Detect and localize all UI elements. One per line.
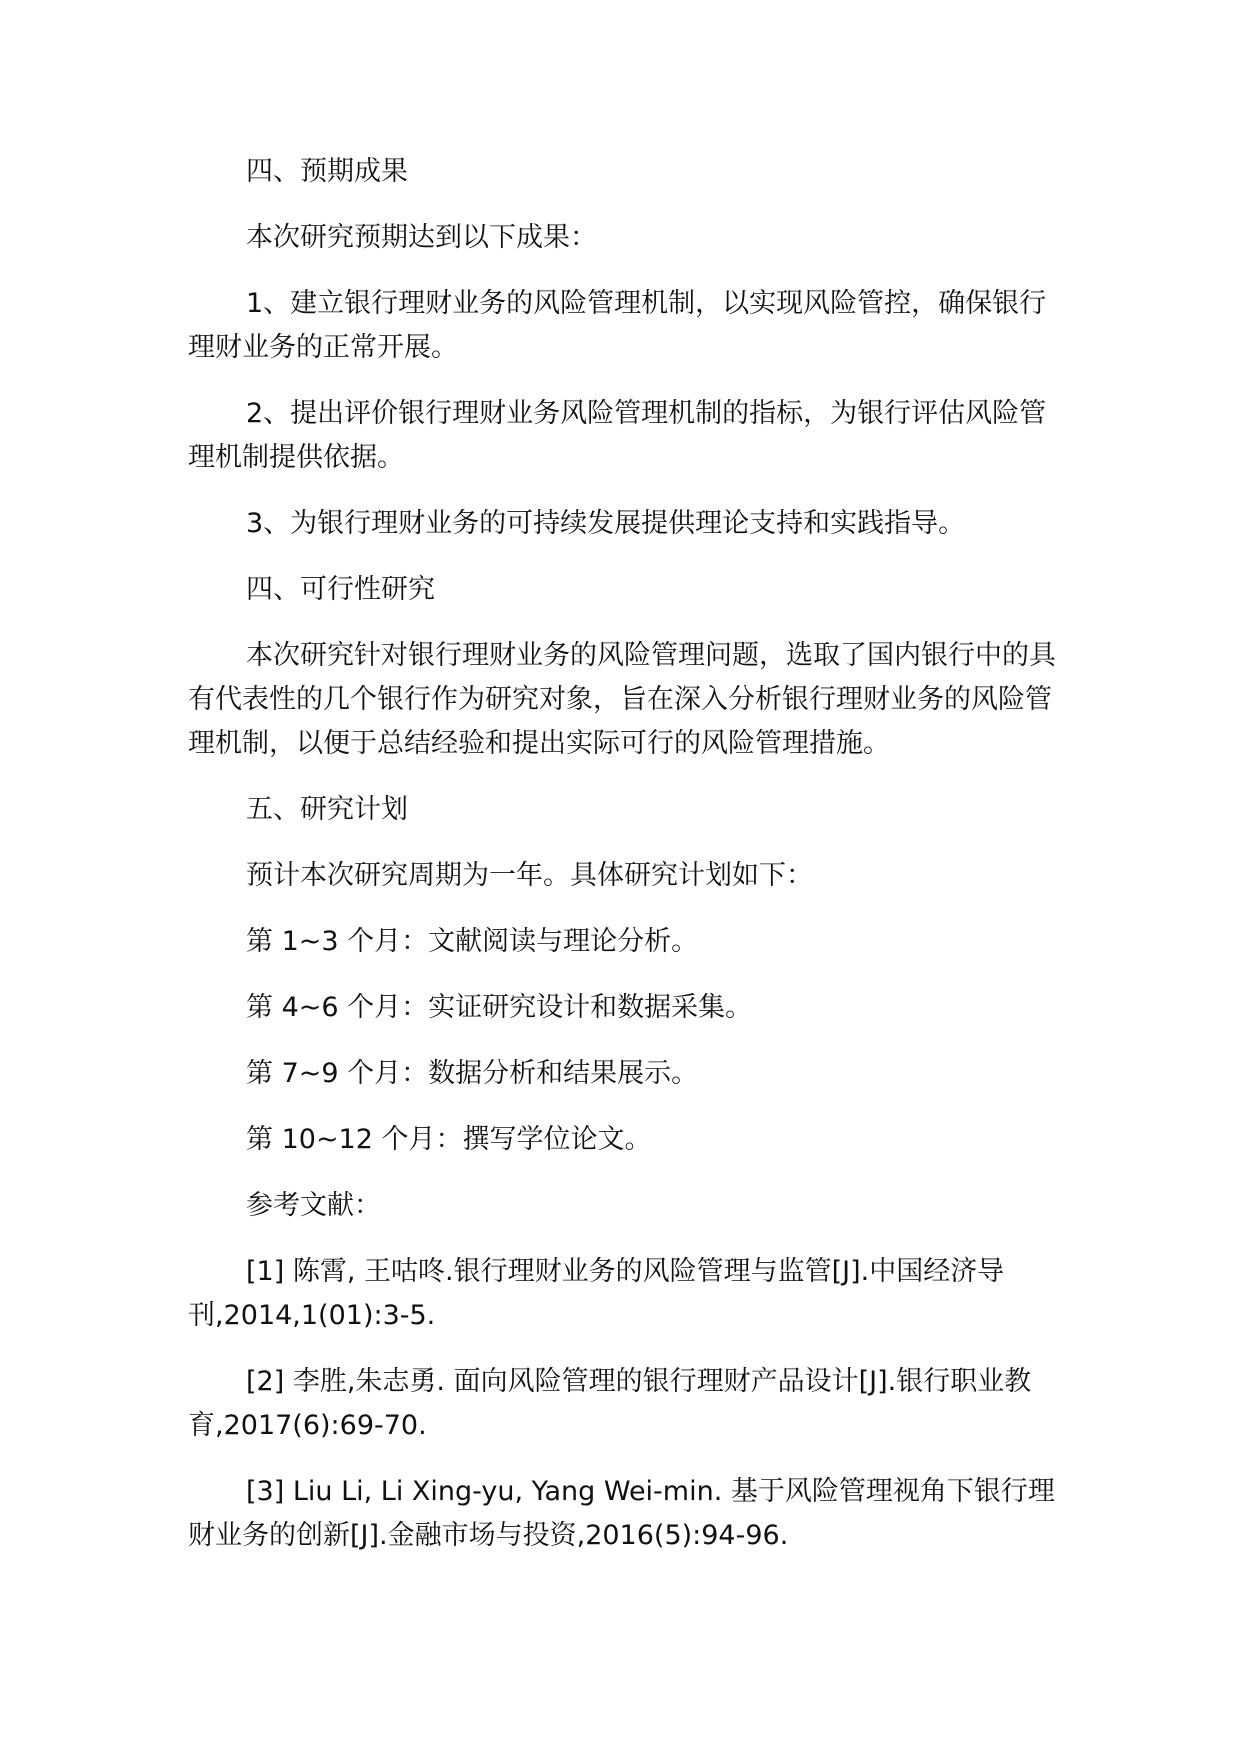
paragraph: 本次研究针对银行理财业务的风险管理问题，选取了国内银行中的具有代表性的几个银行作为研究对象，旨在深入分析银行理财业务的风险管理机制，以便于总结经验和提出实际可行的风险管理措施。 <box>188 640 1056 759</box>
plan-item: 第 1~3 个月：文献阅读与理论分析。 <box>246 926 699 957</box>
plan-item: 第 4~6 个月：实证研究设计和数据采集。 <box>246 992 753 1023</box>
paragraph: 3、为银行理财业务的可持续发展提供理论支持和实践指导。 <box>246 508 966 539</box>
paragraph: 预计本次研究周期为一年。具体研究计划如下： <box>246 860 813 891</box>
section-heading-references: 参考文献： <box>246 1190 381 1221</box>
section-heading-research-plan: 五、研究计划 <box>246 794 408 825</box>
plan-item: 第 7~9 个月：数据分析和结果展示。 <box>246 1058 699 1089</box>
section-heading-feasibility: 四、可行性研究 <box>246 574 435 605</box>
paragraph: 2、提出评价银行理财业务风险管理机制的指标，为银行评估风险管理机制提供依据。 <box>188 398 1047 473</box>
paragraph: 1、建立银行理财业务的风险管理机制，以实现风险管控，确保银行理财业务的正常开展。 <box>188 288 1047 363</box>
plan-item: 第 10~12 个月：撰写学位论文。 <box>246 1124 652 1155</box>
section-heading-expected-results: 四、预期成果 <box>246 156 408 187</box>
reference-item: [2] 李胜,朱志勇. 面向风险管理的银行理财产品设计[J].银行职业教育,2017(6):69-70. <box>188 1366 1032 1441</box>
reference-item: [3] Liu Li, Li Xing-yu, Yang Wei-min. 基于风险管理视角下银行理财业务的创新[J].金融市场与投资,2016(5):94-96. <box>188 1476 1055 1551</box>
document-body <box>188 150 1058 1580</box>
reference-item: [1] 陈霄, 王咕咚.银行理财业务的风险管理与监管[J].中国经济导刊,2014,1(01):3-5. <box>188 1256 1005 1331</box>
paragraph: 本次研究预期达到以下成果： <box>246 222 597 253</box>
